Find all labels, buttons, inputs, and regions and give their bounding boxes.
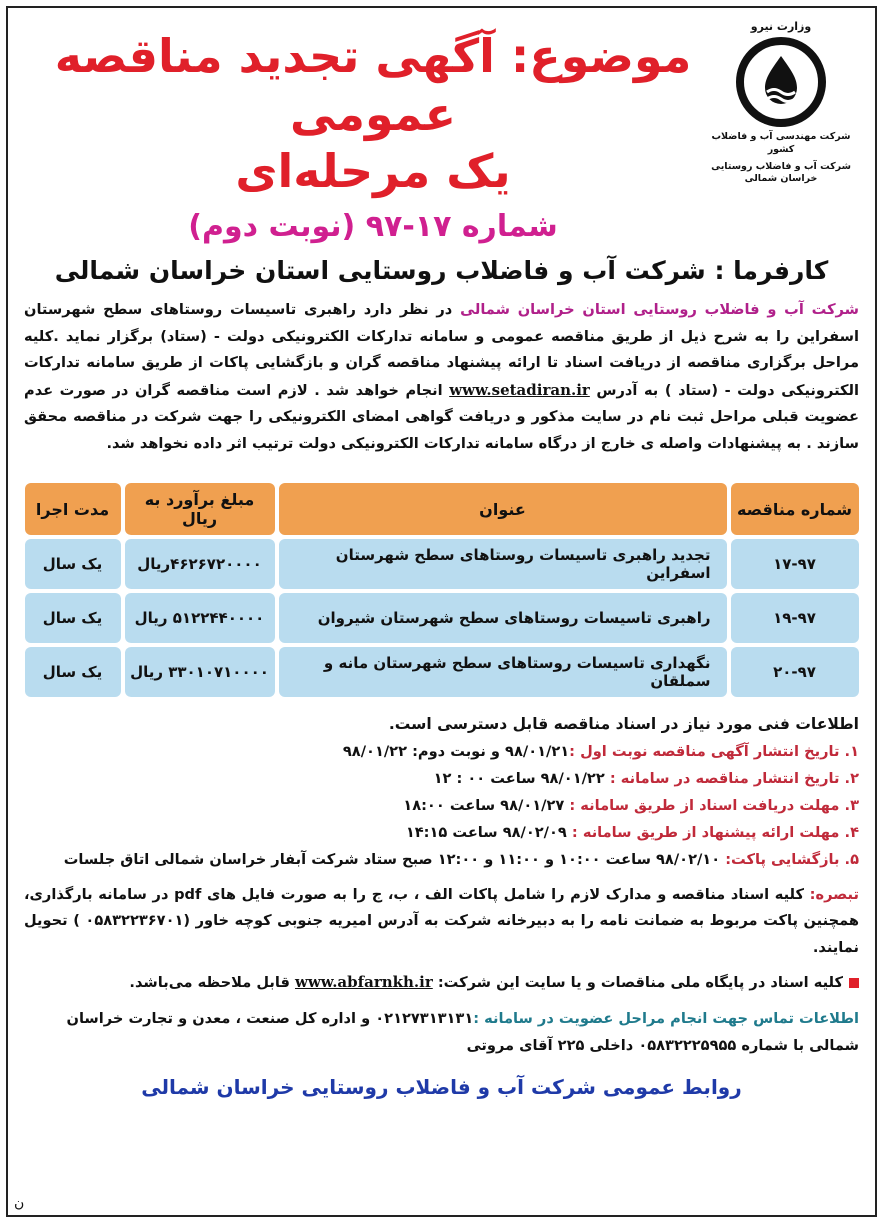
intro-paragraph <box>8 297 875 457</box>
red-square-icon <box>849 978 859 988</box>
item-label: ۱. تاریخ انتشار آگهی مناقصه نوبت اول : <box>569 743 859 761</box>
cell-estimate: ۴۶۲۶۷۲۰۰۰۰ریال <box>125 539 275 589</box>
notice-header <box>8 8 875 256</box>
note-label: تبصره: <box>809 886 859 904</box>
cell-number: ۱۹-۹۷ <box>731 593 859 643</box>
item-value: ۹۸/۰۲/۱۰ ساعت ۱۰:۰۰ و ۱۱:۰۰ و ۱۲:۰۰ صبح ستاد شرکت آبفار خراسان شمالی اتاق جلسات <box>63 851 726 869</box>
table-header-row <box>25 483 859 535</box>
cell-estimate: ۵۱۲۲۴۴۰۰۰۰ ریال <box>125 593 275 643</box>
title-block <box>28 28 718 244</box>
note-paragraph <box>24 882 859 961</box>
table-row <box>25 539 859 589</box>
cell-number: ۲۰-۹۷ <box>731 647 859 697</box>
cell-duration: یک سال <box>25 647 121 697</box>
item-label: ۵. بازگشایی پاکت: <box>725 851 859 869</box>
setadiran-link[interactable]: www.setadiran.ir <box>449 380 590 399</box>
info-section <box>8 715 875 1059</box>
corner-mark: ن <box>14 1195 25 1211</box>
cell-title: تجدید راهبری تاسیسات روستاهای سطح شهرستان اسفراین <box>279 539 727 589</box>
cell-title: راهبری تاسیسات روستاهای سطح شهرستان شیروان <box>279 593 727 643</box>
contact-paragraph <box>24 1006 859 1059</box>
ministry-name: وزارت نیرو <box>750 20 812 33</box>
item-value: ۹۸/۰۱/۲۷ ساعت ۱۸:۰۰ <box>403 797 570 815</box>
header-estimate: مبلغ برآورد به ریال <box>125 483 275 535</box>
list-item <box>24 739 859 766</box>
info-lead: اطلاعات فنی مورد نیاز در اسناد مناقصه قابل دسترسی است. <box>388 715 859 734</box>
table-row <box>25 647 859 697</box>
company-line-1: شرکت مهندسی آب و فاضلاب کشور <box>711 131 851 155</box>
item-label: ۲. تاریخ انتشار مناقصه در سامانه : <box>609 770 859 788</box>
water-emblem-icon <box>736 37 826 127</box>
header-title: عنوان <box>279 483 727 535</box>
documents-line <box>24 969 859 996</box>
item-label: ۴. مهلت ارائه پیشنهاد از طریق سامانه : <box>571 824 859 842</box>
public-relations-footer: روابط عمومی شرکت آب و فاضلاب روستایی خراسان شمالی <box>141 1074 742 1099</box>
company-name: شرکت آب و فاضلاب روستایی استان خراسان شمالی <box>460 301 859 318</box>
intro-text-2: انجام خواهد شد . لازم است مناقصه گران در صورت عدم عضویت قبلی مراحل ثبت نام در سایت مذکور و دریافت گواهی امضای الکترونیکی را جهت شرکت در مناقصه محقق سازند . به پیشنهادات واصله ی خارج از درگاه سامانه تدارکات الکترونیکی دولت ترتیب اثر داده نخواهد شد. <box>24 381 859 452</box>
cell-estimate: ۳۳۰۱۰۷۱۰۰۰۰ ریال <box>125 647 275 697</box>
list-item <box>24 820 859 847</box>
schedule-list <box>24 739 859 874</box>
list-item <box>24 793 859 820</box>
tender-notice <box>6 6 877 1217</box>
cell-duration: یک سال <box>25 539 121 589</box>
item-value: ۹۸/۰۲/۰۹ ساعت ۱۴:۱۵ <box>405 824 572 842</box>
employer-heading: کارفرما : شرکت آب و فاضلاب روستایی استان خراسان شمالی <box>54 256 829 285</box>
cell-number: ۱۷-۹۷ <box>731 539 859 589</box>
header-tender-number: شماره مناقصه <box>731 483 859 535</box>
tenders-table <box>21 479 863 701</box>
table-row <box>25 593 859 643</box>
cell-duration: یک سال <box>25 593 121 643</box>
item-value: ۹۸/۰۱/۲۱ و نوبت دوم: ۹۸/۰۱/۲۲ <box>342 743 570 761</box>
company-line-2: شرکت آب و فاضلاب روستایی خراسان شمالی <box>711 160 851 185</box>
list-item <box>24 766 859 793</box>
note-text: کلیه اسناد مناقصه و مدارک لازم را شامل پاکات الف ، ب، ج را به صورت فایل های pdf در سامانه بارگذاری، همچنین پاکت مربوط به ضمانت نامه را به دبیرخانه شرکت به آدرس امیریه جنوبی کوچه خاور (۰۵۸۳۲۲۳۶۷۰۱ ) تحویل نمایند. <box>24 886 859 956</box>
tender-number: شماره ۱۷-۹۷ (نوبت دوم) <box>188 208 558 244</box>
contact-label: اطلاعات تماس جهت انجام مراحل عضویت در سامانه : <box>473 1010 859 1028</box>
item-label: ۳. مهلت دریافت اسناد از طریق سامانه : <box>569 797 859 815</box>
item-value: ۹۸/۰۱/۲۲ ساعت ۰۰ : ۱۲ <box>433 770 610 788</box>
documents-tail: قابل ملاحظه می‌باشد. <box>129 974 295 991</box>
intro-text-1: در نظر دارد راهبری تاسیسات روستاهای سطح شهرستان اسفراین را به شرح ذیل از طریق مناقصه عمومی و سامانه تدارکات الکترونیکی دولت - (ستاد) برگزار نماید .کلیه مراحل برگزاری مناقصه از دریافت اسناد تا ارائه پیشنهاد مناقصه گران و بازگشایی پاکات از طریق سامانه تدارکات الکترونیکی دولت - (ستاد ) به آدرس <box>24 301 859 399</box>
list-item <box>24 847 859 874</box>
header-duration: مدت اجرا <box>25 483 121 535</box>
ministry-logo <box>701 18 861 188</box>
abfarnkh-link[interactable]: www.abfarnkh.ir <box>294 973 433 991</box>
contact-text: ۰۲۱۲۷۳۱۳۱۳۱ و اداره کل صنعت ، معدن و تجارت خراسان شمالی با شماره ۰۵۸۳۲۲۲۵۹۵۵ داخلی ۲۲۵ آقای مروتی <box>66 1010 859 1054</box>
cell-title: نگهداری تاسیسات روستاهای سطح شهرستان مانه و سملقان <box>279 647 727 697</box>
documents-text: کلیه اسناد در پایگاه ملی مناقصات و یا سایت این شرکت: <box>432 974 843 991</box>
title-line-2: یک مرحله‌ای <box>235 144 511 198</box>
title-line-1: موضوع: آگهی تجدید مناقصه عمومی <box>54 29 692 141</box>
